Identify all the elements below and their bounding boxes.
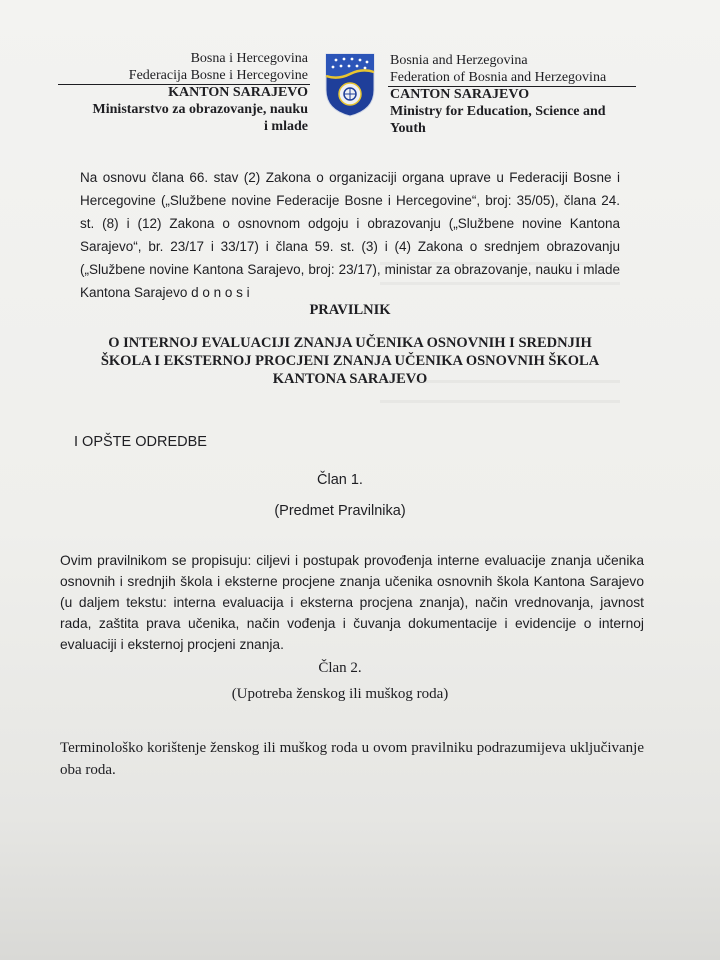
- legal-basis-preamble: Na osnovu člana 66. stav (2) Zakona o organizaciji organa uprave u Federaciji Bosne i Hercegovine („Službene novine Federacije Bosne i Hercegovine“, broj: 35/05), člana 24. st. (8) i (12) Zakona o osnovnom odgoju i obrazovanju („Službene novine Kantona Sarajevo“, br. 23/17 i 33/17) i člana 59. st. (3) i (4) Zakona o srednjem obrazovanju („Službene novine Kantona Sarajevo, broj: 23/17), ministar za obrazovanje, nauku i mlade Kantona Sarajevo d o n o s i: [80, 169, 620, 300]
- back-page-bleed: [380, 282, 620, 285]
- document-subtitle: O INTERNOJ EVALUACIJI ZNANJA UČENIKA OSNOVNIH I SREDNJIH ŠKOLA I EKSTERNOJ PROCJENI ZNANJA UČENIKA OSNOVNIH ŠKOLA KANTONA SARAJEVO: [100, 335, 600, 387]
- back-page-bleed: [380, 400, 620, 403]
- document-title: PRAVILNIK: [309, 302, 391, 318]
- header-left-federation: Federacija Bosne i Hercegovine: [128, 68, 308, 83]
- header-right-ministry-line2: Youth: [390, 121, 426, 136]
- header-left-rule: [58, 84, 310, 85]
- header-right-rule: [388, 86, 636, 87]
- header-right-ministry-line1: Ministry for Education, Science and: [390, 104, 606, 119]
- back-page-bleed: [380, 262, 620, 265]
- article-2-number: Član 2.: [318, 660, 362, 676]
- article-1-number: Član 1.: [317, 472, 363, 488]
- header-right-block: [390, 52, 606, 137]
- header-left-country: Bosna i Hercegovina: [190, 51, 308, 66]
- article-1-text: Ovim pravilnikom se propisuju: ciljevi i postupak provođenja interne evaluacije znanja učenika osnovnih i srednjih škola i eksterne procjene znanja učenika osnovnih škola Kantona Sarajevo (u daljem tekstu: interna evaluacija i eksterna procjena znanja), način vrednovanja, javnost rada, zaštita prava učenika, način vođenja i čuvanja dokumentacije i evidencije o internoj evaluaciji i eksternoj procjeni znanja.: [60, 552, 644, 652]
- header-left-block: [93, 50, 308, 135]
- header-left-ministry-line2: i mlade: [264, 119, 308, 134]
- header-right-country: Bosnia and Herzegovina: [390, 53, 528, 68]
- article-1-title: (Predmet Pravilnika): [274, 503, 406, 519]
- article-2-title: (Upotreba ženskog ili muškog roda): [231, 686, 449, 702]
- header-right-federation: Federation of Bosnia and Herzegovina: [390, 70, 607, 85]
- header-left-ministry-line1: Ministarstvo za obrazovanje, nauku: [92, 102, 308, 117]
- article-2-text: Terminološko korištenje ženskog ili muškog roda u ovom pravilniku podrazumijeva uključivanje oba roda.: [60, 740, 644, 778]
- header-left-canton: KANTON SARAJEVO: [168, 85, 308, 100]
- header-right-canton: CANTON SARAJEVO: [390, 87, 530, 102]
- canton-sarajevo-coat-of-arms-icon: [322, 50, 378, 118]
- back-page-bleed: [380, 380, 620, 383]
- section-heading: I OPŠTE ODREDBE: [74, 434, 207, 450]
